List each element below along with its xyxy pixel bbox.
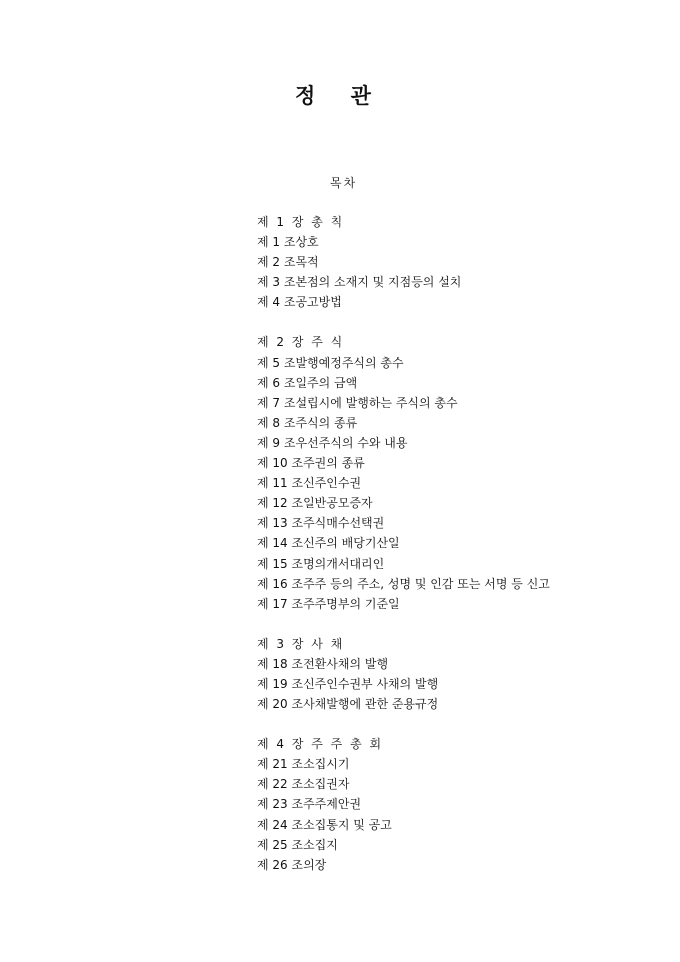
table-of-contents [257, 212, 657, 895]
toc-chapter-title: 제 3 장 사 채 [257, 636, 345, 651]
toc-article: 제 16 조주주 등의 주소, 성명 및 인감 또는 서명 등 신고 [257, 576, 550, 591]
toc-article: 제 21 조소집시기 [257, 757, 350, 772]
toc-article: 제 11 조신주인수권 [257, 476, 362, 491]
toc-chapter-title: 제 4 장 주 주 총 회 [257, 737, 384, 752]
toc-chapter-group [257, 332, 657, 613]
toc-chapter-group [257, 212, 657, 312]
toc-article: 제 17 조주주명부의 기준일 [257, 596, 400, 611]
toc-chapter-title: 제 2 장 주 식 [257, 335, 345, 350]
toc-article: 제 25 조소집지 [257, 837, 338, 852]
toc-chapter-group [257, 634, 657, 714]
toc-article: 제 5 조발행예정주식의 총수 [257, 355, 404, 370]
toc-article: 제 13 조주식매수선택권 [257, 516, 385, 531]
toc-article: 제 8 조주식의 종류 [257, 415, 358, 430]
toc-article: 제 12 조일반공모증자 [257, 496, 373, 511]
toc-article: 제 10 조주권의 종류 [257, 456, 365, 471]
toc-article: 제 2 조목적 [257, 255, 319, 270]
toc-article: 제 14 조신주의 배당기산일 [257, 536, 400, 551]
toc-article: 제 24 조소집통지 및 공고 [257, 817, 392, 832]
toc-article: 제 9 조우선주식의 수와 내용 [257, 435, 408, 450]
toc-article: 제 19 조신주인수권부 사채의 발행 [257, 676, 439, 691]
toc-article: 제 4 조공고방법 [257, 295, 342, 310]
toc-article: 제 23 조주주제안권 [257, 797, 362, 812]
toc-chapter-title: 제 1 장 총 칙 [257, 215, 345, 229]
toc-chapter-group [257, 734, 657, 875]
toc-article: 제 1 조상호 [257, 235, 319, 250]
toc-article: 제 20 조사채발행에 관한 준용규정 [257, 697, 439, 712]
toc-article: 제 6 조일주의 금액 [257, 375, 358, 390]
toc-heading: 목차 [330, 176, 358, 190]
document-title: 정 관 [295, 83, 385, 108]
toc-article: 제 18 조전환사채의 발행 [257, 656, 389, 671]
toc-article: 제 15 조명의개서대리인 [257, 556, 385, 571]
toc-article: 제 7 조설립시에 발행하는 주식의 총수 [257, 395, 458, 410]
toc-article: 제 22 조소집권자 [257, 777, 350, 792]
toc-article: 제 26 조의장 [257, 857, 327, 872]
toc-article: 제 3 조본점의 소재지 및 지점등의 설치 [257, 275, 462, 290]
